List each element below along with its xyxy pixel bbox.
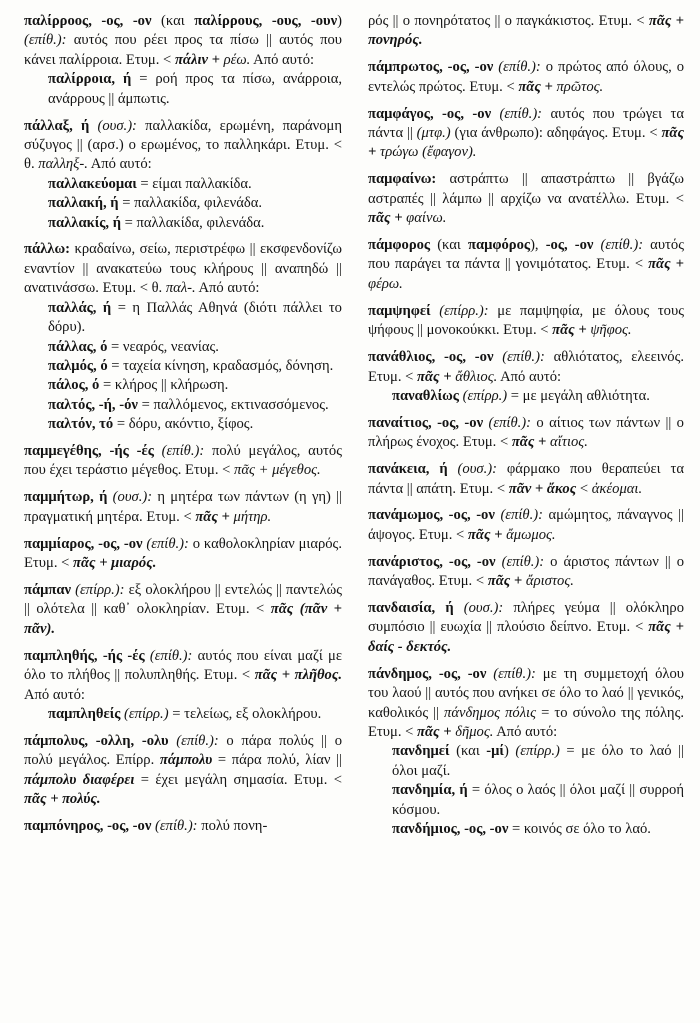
- grammar-note: (επίθ.):: [153, 443, 205, 460]
- headword: πανάκεια, ή: [368, 461, 448, 478]
- dictionary-entry: [24, 12, 342, 109]
- dictionary-entry: [368, 414, 684, 453]
- grammar-note: τρώγω (ἔφαγον).: [379, 144, 477, 161]
- entry-text: [24, 581, 342, 639]
- etymology-term: πᾶς (πᾶν + πᾶν).: [24, 601, 342, 637]
- left-column: [24, 12, 342, 844]
- headword: πάλος, ό: [48, 377, 100, 394]
- etymology-term: πᾶς +: [487, 573, 526, 590]
- grammar-note: (επίθ.):: [493, 349, 545, 366]
- grammar-note: ρέω.: [223, 51, 251, 68]
- definition-text: Από αυτό:: [87, 156, 152, 173]
- headword: παμμεγέθης, -ής -ές: [24, 443, 154, 460]
- derived-entry: [24, 415, 342, 434]
- grammar-note: (ουσ.):: [107, 489, 153, 506]
- grammar-note: (επίρρ.): [515, 743, 560, 760]
- definition-text: αστράπτω || απαστράπτω || βγάζω αστραπές || λάμπω || αρχίζω να ανατέλλω. Ετυμ. <: [368, 171, 684, 207]
- grammar-note: (επίθ.):: [495, 553, 545, 570]
- grammar-note: (επίρρ.):: [430, 302, 489, 319]
- definition-text: πολύ πονη-: [197, 817, 268, 834]
- entry-text: [24, 535, 342, 574]
- derived-entry: [24, 299, 342, 338]
- derived-entry: [368, 781, 684, 820]
- etymology-term: πᾶς +: [417, 368, 456, 385]
- definition-text: = παλλακίδα, φιλενάδα.: [118, 195, 263, 212]
- definition-text: = πάρα πολύ, λίαν ||: [212, 752, 343, 769]
- grammar-note: (επίθ.):: [24, 32, 67, 49]
- definition-text: Από αυτό:: [493, 724, 558, 740]
- grammar-note: αἴτιος.: [550, 434, 588, 451]
- entry-text: [24, 647, 342, 705]
- headword: παλλακεύομαι: [48, 175, 137, 192]
- headword: πανδημεί: [392, 743, 450, 760]
- definition-text: ο πρώτος από όλους, ο εντελώς πρώτος. Ετυμ. <: [368, 59, 684, 95]
- headword: πανάμωμος, -ος, -ον: [368, 507, 495, 524]
- grammar-note: πάνδημος πόλις: [444, 704, 537, 721]
- definition-text: αυτός που είναι μαζί με όλο το πλήθος || πολυπληθής. Ετυμ. <: [24, 647, 342, 684]
- definition-text: = κοινός σε όλο το λαό.: [508, 821, 651, 838]
- headword: παμπληθής, -ής -ές: [24, 647, 145, 664]
- dictionary-entry: [24, 647, 342, 725]
- grammar-note: (μτφ.): [416, 125, 451, 142]
- dictionary-entry: [368, 12, 684, 51]
- dictionary-entry: [24, 732, 342, 810]
- definition-text: αμώμητος, πάναγνος || άψογος. Ετυμ. <: [368, 507, 684, 543]
- etymology-term: πᾶς +: [195, 508, 234, 525]
- dictionary-entry: [368, 302, 684, 341]
- headword: παμφόρος: [467, 237, 531, 254]
- definition-text: ο αίτιος των πάντων || ο πλήρως ένοχος. Ετυμ. <: [368, 414, 684, 451]
- derived-entry: [368, 742, 684, 781]
- definition-text: πολύ μεγάλος, αυτός που έχει τεράστιο μέγεθος. Ετυμ. <: [24, 443, 342, 479]
- definition-text: αυτός που τρώγει τα πάντα ||: [368, 105, 684, 142]
- definition-text: = παλλακίδα, φιλενάδα.: [121, 214, 265, 231]
- dictionary-entry: [368, 236, 684, 294]
- definition-text: αυτός που ρέει προς τα πίσω || αυτός που κάνει παλίρροια. Ετυμ. <: [24, 32, 342, 68]
- grammar-note: ἄμωμος.: [506, 526, 556, 543]
- grammar-note: ἄριστος.: [525, 573, 574, 590]
- grammar-note: πᾶς + μέγεθος.: [234, 462, 321, 479]
- dictionary-entry: [368, 170, 684, 228]
- dictionary-entry: [24, 442, 342, 481]
- headword: πάμπαν: [24, 581, 72, 598]
- etymology-term: πᾶς +: [648, 256, 684, 273]
- headword: παμπόνηρος, -ος, -ον: [24, 817, 152, 834]
- grammar-note: φέρω.: [368, 275, 403, 292]
- definition-text: (και: [449, 743, 487, 760]
- etymology-term: πάμπολυ διαφέρει: [24, 771, 135, 788]
- etymology-term: πᾶς +: [417, 724, 456, 740]
- dictionary-entry: [368, 599, 684, 657]
- definition-text: = έχει μεγάλη σημασία. Ετυμ. <: [134, 771, 342, 788]
- grammar-note: πρῶτος.: [556, 78, 604, 95]
- derived-entry: [24, 396, 342, 415]
- headword: πάλλω:: [24, 241, 71, 258]
- definition-text: <: [576, 480, 592, 497]
- definition-text: = παλλόμενος, εκτινασσόμενος.: [137, 396, 329, 413]
- grammar-note: (επίθ.):: [168, 732, 219, 749]
- grammar-note: (ουσ.):: [447, 461, 497, 478]
- headword: παμπληθείς: [48, 705, 121, 722]
- etymology-term: πᾶς +: [368, 125, 684, 161]
- definition-text: η μητέρα των πάντων (η γη) || πραγματική μητέρα. Ετυμ. <: [24, 489, 343, 525]
- grammar-note: ἀκέομαι.: [591, 480, 643, 497]
- entry-text: [368, 348, 684, 387]
- entry-text: [368, 105, 684, 163]
- headword: παμψηφεί: [368, 302, 431, 319]
- grammar-note: (επίθ.):: [486, 665, 536, 682]
- derived-entry: [24, 705, 342, 724]
- entry-text: [368, 599, 684, 657]
- etymology-term: πᾶς + δαίς - δεκτός.: [368, 619, 684, 655]
- dictionary-entry: [24, 817, 342, 836]
- definition-text: = δόρυ, ακόντιο, ξίφος.: [113, 416, 254, 433]
- headword: πανδημία, ή: [392, 782, 468, 799]
- entry-text: [24, 240, 342, 298]
- definition-text: = κλήρος || κλήρωση.: [99, 377, 229, 394]
- grammar-note: (ουσ.):: [453, 600, 504, 617]
- derived-entry: [368, 387, 684, 406]
- definition-text: πλήρες γεύμα || ολόκληρο συμπόσιο || ευωχία || πλούσιο δείπνο. Ετυμ. <: [368, 600, 684, 636]
- etymology-term: πάλιν +: [174, 51, 224, 68]
- headword: παλίρρους, -ους, -ουν: [194, 13, 338, 29]
- grammar-note: (επίρρ.):: [71, 581, 125, 598]
- grammar-note: ψῆφος.: [590, 322, 632, 339]
- etymology-term: πᾶς +: [552, 322, 591, 339]
- grammar-note: μήτηρ.: [233, 508, 272, 525]
- definition-text: (και: [151, 13, 195, 29]
- dictionary-entry: [24, 535, 342, 574]
- definition-text: παλλακίδα, ερωμένη, παράνομη σύζυγος || (αρσ.) ο ερωμένος, το παλληκάρι. Ετυμ. < θ.: [24, 117, 342, 173]
- definition-text: ): [503, 743, 516, 760]
- definition-text: Από αυτό:: [195, 280, 260, 297]
- etymology-term: πᾶς +: [467, 526, 507, 543]
- entry-text: [24, 117, 342, 175]
- etymology-term: πάμπολυ: [159, 752, 213, 769]
- headword: πάμφορος: [368, 237, 431, 254]
- etymology-term: πᾶς + μιαρός.: [73, 555, 157, 572]
- derived-entry: [24, 357, 342, 376]
- definition-text: αθλιότατος, ελεεινός. Ετυμ. <: [368, 349, 684, 385]
- etymology-term: πᾶς +: [368, 210, 407, 227]
- definition-text: = το σύνολο της πόλης. Ετυμ. <: [368, 704, 684, 740]
- definition-text: (και: [430, 237, 468, 254]
- definition-text: Από αυτό:: [497, 368, 562, 385]
- headword: παλλακή, ή: [48, 195, 119, 212]
- dictionary-entry: [368, 506, 684, 545]
- definition-text: ο πάρα πολύς || ο πολύ μεγάλος. Επίρρ.: [24, 732, 342, 769]
- derived-entry: [24, 338, 342, 357]
- definition-text: Από αυτό:: [250, 51, 315, 68]
- headword: παμμίαρος, -ος, -ον: [24, 535, 143, 552]
- etymology-term: πᾶς +: [511, 434, 550, 451]
- headword: πανάθλιος, -ος, -ον: [368, 349, 494, 366]
- entry-text: [24, 817, 342, 836]
- grammar-note: (επίθ.):: [491, 105, 543, 122]
- etymology-term: πᾶν + ἄκος: [508, 480, 577, 497]
- entry-text: [24, 442, 342, 481]
- grammar-note: (επίθ.):: [483, 414, 532, 431]
- grammar-note: ἄθλιος.: [455, 368, 498, 385]
- definition-text: φάρμακο που θεραπεύει τα πάντα || απάτη. Ετυμ. <: [368, 461, 684, 497]
- definition-text: = με όλο το λαό || όλοι μαζί.: [392, 743, 684, 779]
- entry-text: [368, 414, 684, 453]
- headword: παλμός, ό: [48, 357, 108, 374]
- dictionary-entry: [24, 117, 342, 233]
- definition-text: ρός || ο πονηρότατος || ο παγκάκιστος. Ετυμ. <: [368, 13, 649, 29]
- entry-text: [368, 506, 684, 545]
- definition-text: = είμαι παλλακίδα.: [136, 175, 252, 192]
- definition-text: με τη συμμετοχή όλου του λαού || αυτός που ανήκει σε όλο το λαό || γενικός, καθολικός ||: [368, 665, 684, 721]
- grammar-note: (επίρρ.): [120, 705, 169, 722]
- derived-entry: [24, 175, 342, 194]
- headword: παλτός, -ή, -όν: [48, 396, 138, 413]
- headword: -ος, -ον: [545, 237, 594, 254]
- definition-text: ): [337, 13, 342, 29]
- derived-entry: [24, 376, 342, 395]
- right-column: [368, 12, 684, 847]
- definition-text: με παμψηφία, με όλους τους ψήφους || μονοκούκκι. Ετυμ. <: [368, 302, 684, 339]
- dictionary-entry: [24, 488, 342, 527]
- grammar-note: παλληξ-.: [38, 156, 88, 173]
- headword: πάμπολυς, -ολλη, -ολυ: [24, 732, 169, 749]
- grammar-note: (ουσ.):: [89, 117, 137, 134]
- entry-text: [24, 12, 342, 70]
- grammar-note: (επίθ.):: [593, 237, 644, 254]
- entry-text: [368, 236, 684, 294]
- grammar-note: (επίθ.):: [494, 507, 543, 524]
- etymology-term: πᾶς +: [518, 78, 557, 95]
- etymology-term: πᾶς + πονηρός.: [368, 13, 684, 49]
- derived-entry: [24, 214, 342, 233]
- entry-text: [368, 58, 684, 97]
- definition-text: ο καθολοκληρίαν μιαρός. Ετυμ. <: [24, 535, 342, 572]
- definition-text: = όλος ο λαός || όλοι μαζί || συρροή κόσμου.: [392, 782, 684, 818]
- grammar-note: (επίθ.):: [144, 647, 193, 664]
- headword: παλτόν, τό: [48, 416, 114, 433]
- derived-entry: [368, 820, 684, 839]
- definition-text: κραδαίνω, σείω, περιστρέφω || εκσφενδονίζω εναντίον || ανακατεύω τους κλήρους || αναπηδώ || ανατινάσσω. Ετυμ. < θ.: [24, 241, 342, 297]
- headword: παμφαίνω:: [368, 171, 437, 188]
- grammar-note: (επίθ.):: [151, 817, 198, 834]
- dictionary-entry: [24, 581, 342, 639]
- definition-text: = ταχεία κίνηση, κραδασμός, δόνηση.: [107, 357, 334, 374]
- dictionary-entry: [368, 665, 684, 840]
- definition-text: = ροή προς τα πίσω, ανάρροια, ανάρρους || άμπωτις.: [48, 71, 342, 107]
- headword: πάμπρωτος, -ος, -ον: [368, 59, 494, 76]
- definition-text: Από αυτό:: [24, 686, 85, 703]
- headword: πανδήμιος, -ος, -ον: [392, 821, 509, 838]
- entry-text: [368, 170, 684, 228]
- etymology-term: πᾶς + πλῆθος.: [254, 667, 342, 684]
- entry-text: [368, 665, 684, 743]
- headword: παμμήτωρ, ή: [24, 489, 108, 506]
- definition-text: = νεαρός, νεανίας.: [107, 338, 219, 355]
- dictionary-entry: [24, 240, 342, 434]
- headword: παναίτιος, -ος, -ον: [368, 414, 484, 431]
- headword: παμφάγος, -ος, -ον: [368, 105, 492, 122]
- headword: παλίρροος, -ος, -ον: [24, 13, 152, 29]
- grammar-note: παλ-.: [165, 280, 196, 297]
- entry-text: [24, 488, 342, 527]
- derived-entry: [24, 194, 342, 213]
- entry-text: [24, 732, 342, 810]
- headword: πανδαισία, ή: [368, 600, 454, 617]
- dictionary-entry: [368, 348, 684, 406]
- headword: πανάριστος, -ος, -ον: [368, 553, 496, 570]
- headword: πάλλαξ, ή: [24, 117, 90, 134]
- definition-text: αυτός που παράγει τα πάντα || γονιμότατος. Ετυμ. <: [368, 237, 684, 273]
- dictionary-entry: [368, 105, 684, 163]
- headword: παλίρροια, ή: [48, 71, 132, 88]
- definition-text: ),: [530, 237, 546, 254]
- definition-text: εξ ολοκλήρου || εντελώς || παντελώς || ολότελα || καθ᾽ ολοκληρίαν. Ετυμ. <: [24, 581, 342, 618]
- headword: παλλακίς, ή: [48, 214, 121, 231]
- entry-text: [368, 12, 684, 51]
- grammar-note: (επίρρ.): [458, 387, 508, 404]
- definition-text: (για άνθρωπο): αδηφάγος. Ετυμ. <: [450, 125, 662, 142]
- headword: πάλλας, ό: [48, 338, 108, 355]
- derived-entry: [24, 70, 342, 109]
- entry-text: [368, 302, 684, 341]
- grammar-note: δῆμος.: [455, 724, 494, 740]
- etymology-term: πᾶς + πολύς.: [24, 791, 101, 808]
- definition-text: = η Παλλάς Αθηνά (διότι πάλλει το δόρυ).: [48, 299, 342, 336]
- grammar-note: (επίθ.):: [493, 59, 541, 76]
- headword: πάνδημος, -ος, -ον: [368, 665, 487, 682]
- headword: παναθλίως: [392, 387, 459, 404]
- dictionary-entry: [368, 553, 684, 592]
- entry-text: [368, 460, 684, 499]
- headword: -μί: [486, 743, 504, 760]
- definition-text: ο άριστος πάντων || ο πανάγαθος. Ετυμ. <: [368, 553, 684, 590]
- entry-text: [368, 553, 684, 592]
- headword: παλλάς, ή: [48, 299, 112, 316]
- dictionary-entry: [368, 460, 684, 499]
- grammar-note: φαίνω.: [406, 210, 447, 227]
- definition-text: = με μεγάλη αθλιότητα.: [507, 387, 650, 404]
- grammar-note: (επίθ.):: [142, 535, 189, 552]
- dictionary-entry: [368, 58, 684, 97]
- definition-text: = τελείως, εξ ολοκλήρου.: [168, 705, 322, 722]
